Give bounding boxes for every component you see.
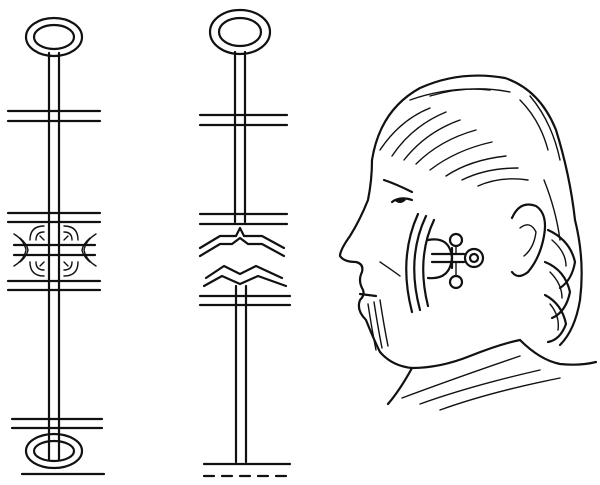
upper-chevron bbox=[200, 228, 284, 256]
ear bbox=[512, 205, 545, 277]
tattoo-pattern-left bbox=[8, 18, 104, 474]
top-loop-motif bbox=[26, 18, 82, 56]
profile-head-with-cheek-tattoo bbox=[340, 76, 596, 410]
face-profile bbox=[340, 160, 520, 368]
cross-bars bbox=[8, 111, 102, 428]
top-loop-motif bbox=[210, 10, 270, 54]
tattoo-pattern-middle bbox=[200, 10, 290, 476]
vertical-double-stem bbox=[49, 53, 59, 460]
upper-double-stem bbox=[235, 52, 245, 222]
bottom-loop-motif bbox=[22, 434, 104, 474]
lower-double-stem bbox=[236, 286, 246, 462]
braid bbox=[545, 230, 575, 342]
neck-and-collar bbox=[388, 340, 596, 410]
cheek-tattoo bbox=[406, 214, 483, 312]
upper-cross-bars bbox=[200, 115, 287, 224]
lower-chevron bbox=[204, 266, 286, 286]
central-arc-rosette bbox=[14, 226, 96, 276]
